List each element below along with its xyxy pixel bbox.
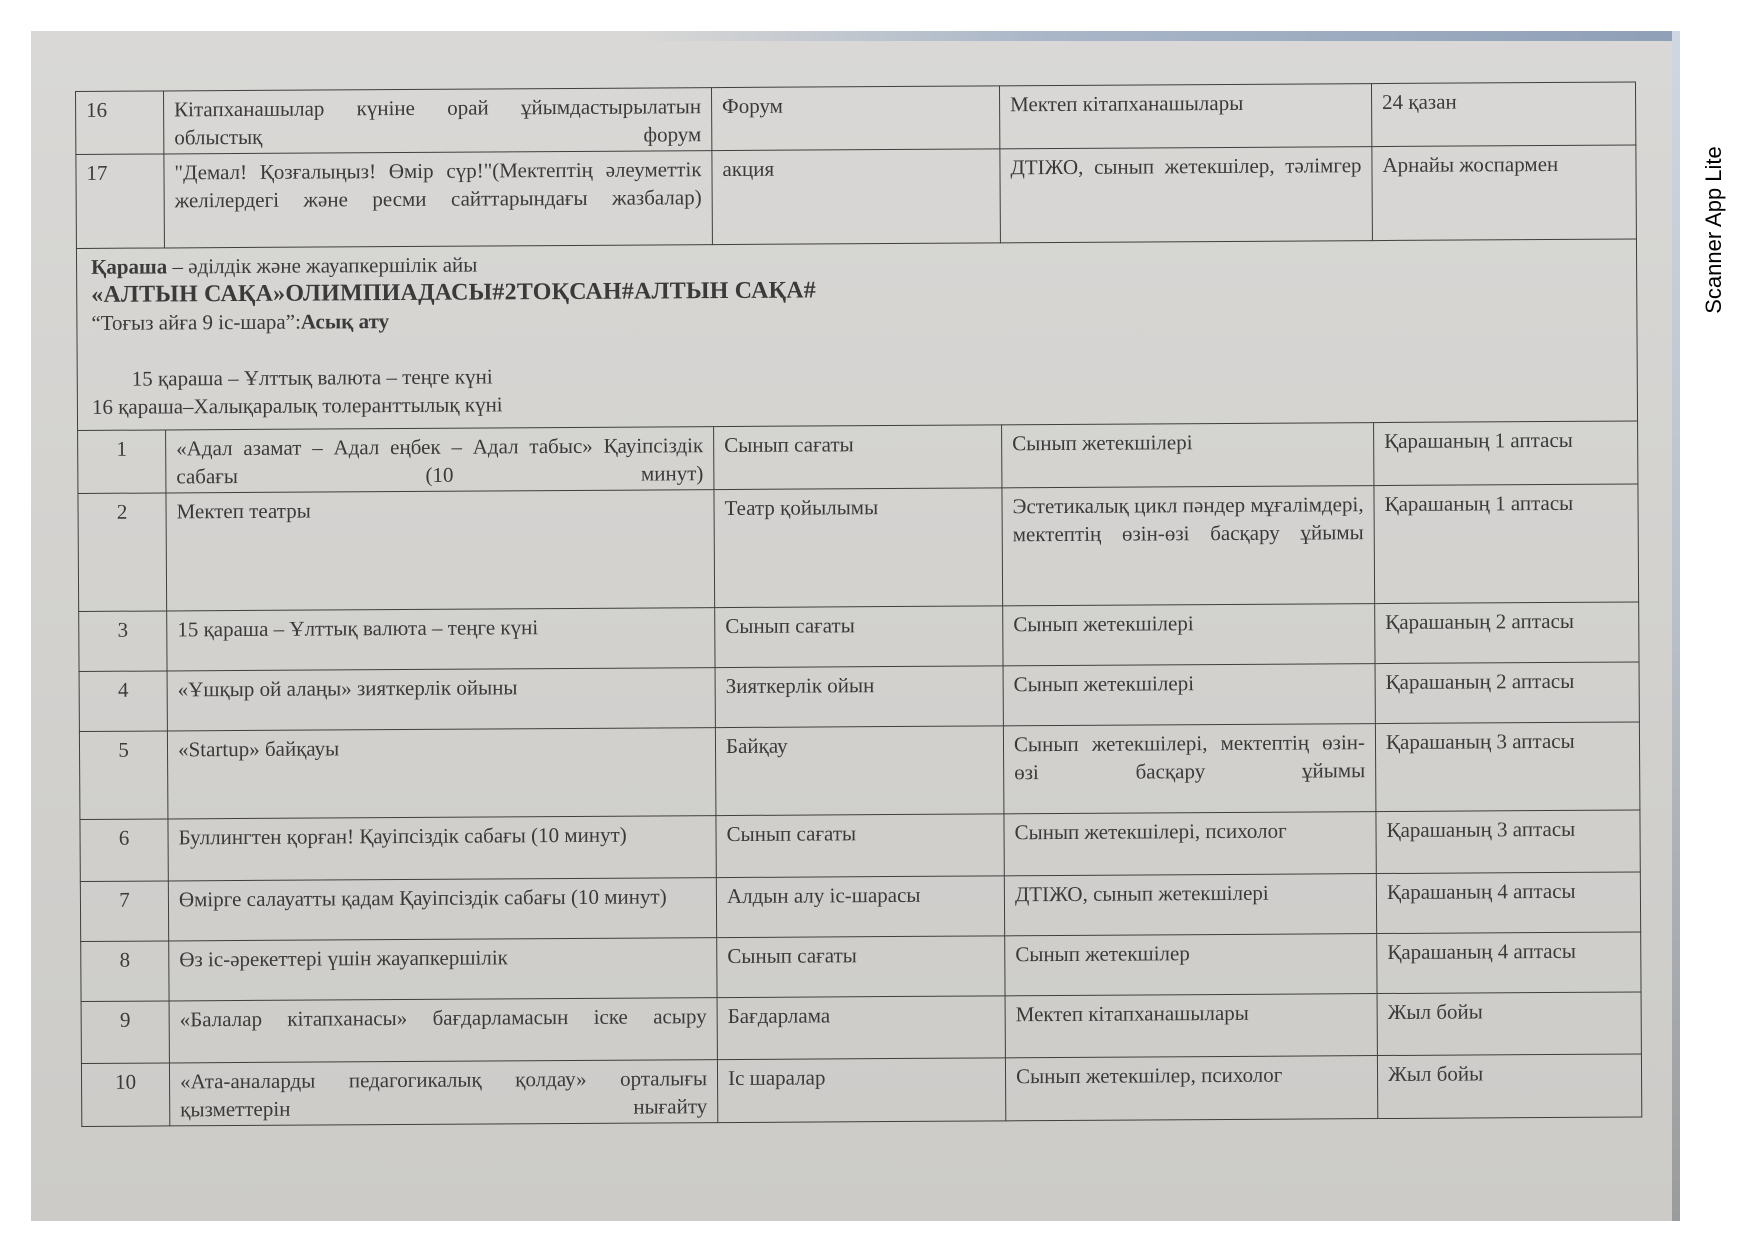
photo-edge-top (631, 31, 1680, 41)
section-cell (76, 239, 1637, 431)
form-cell: Сынып сағаты (716, 814, 1004, 878)
form-cell: Байқау (715, 726, 1004, 816)
holiday-line: 16 қараша–Халықаралық толеранттылық күні (91, 392, 503, 419)
row-number: 8 (81, 941, 169, 1002)
table-row (79, 722, 1640, 820)
plan-table (75, 81, 1642, 1127)
form-cell: Зияткерлік ойын (715, 666, 1003, 728)
form-cell: Іс шаралар (717, 1058, 1005, 1123)
date-cell: Жыл бойы (1377, 1054, 1641, 1119)
row-number: 3 (79, 611, 167, 672)
date-cell: 24 қазан (1371, 82, 1635, 147)
form-cell: Алдын алу іс-шарасы (716, 876, 1004, 938)
date-cell: Қарашаның 1 аптасы (1374, 484, 1639, 604)
date-cell: Қарашаның 4 аптасы (1377, 932, 1641, 994)
table-row (78, 484, 1639, 612)
event-cell: Мектеп театры (166, 490, 715, 611)
row-number: 1 (78, 430, 166, 494)
date-cell: Қарашаның 2 аптасы (1375, 602, 1639, 664)
table-row (80, 872, 1640, 942)
event-cell: Буллингтен қорған! Қауіпсіздік сабағы (10 минут) (168, 816, 716, 881)
row-number: 16 (76, 91, 164, 155)
responsible-cell: Мектеп кітапханашылары (999, 84, 1371, 149)
date-cell: Қарашаның 1 аптасы (1374, 421, 1638, 486)
table-row (78, 421, 1638, 494)
month-name: Қараша (91, 254, 168, 279)
row-number: 10 (81, 1063, 169, 1127)
responsible-cell: Эстетикалық цикл пәндер мұғалімдері, мектептің өзін-өзі басқару ұйымы (1002, 486, 1375, 606)
table-row (81, 992, 1641, 1064)
date-cell: Қарашаның 2 аптасы (1375, 662, 1639, 724)
nine-events-highlight: Асық ату (300, 309, 390, 334)
row-number: 7 (80, 881, 168, 942)
table-row (81, 1054, 1641, 1127)
table-row (76, 82, 1636, 155)
event-cell: Кітапханашылар күніне орай ұйымдастырылатын облыстық форум (164, 88, 712, 154)
event-cell: "Демал! Қозғалыңыз! Өмір сүр!"(Мектептің әлеуметтік желілердегі және ресми сайттарындағы жазбалар) (164, 151, 713, 248)
responsible-cell: Сынып жетекшілер, психолог (1005, 1056, 1377, 1121)
date-cell: Қарашаның 3 аптасы (1376, 810, 1640, 874)
table-row (80, 810, 1640, 882)
row-number: 17 (76, 154, 165, 249)
event-cell: 15 қараша – Ұлттық валюта – теңге күні (167, 608, 715, 671)
form-cell: Сынып сағаты (717, 936, 1005, 998)
responsible-cell: ДТІЖО, сынып жетекшілер, тәлімгер (1000, 147, 1373, 243)
form-cell: Бағдарлама (717, 996, 1005, 1060)
holiday-line: 15 қараша – Ұлттық валюта – теңге күні (131, 364, 493, 391)
table-row (81, 932, 1641, 1002)
month-theme: – әділдік және жауапкершілік айы (167, 252, 478, 279)
row-number: 9 (81, 1001, 169, 1064)
event-cell: «Ата-аналарды педагогикалық қолдау» орталығы қызметтерін нығайту (169, 1060, 717, 1126)
row-number: 6 (80, 819, 168, 882)
responsible-cell: Сынып жетекшілер (1005, 934, 1377, 996)
event-cell: Өз іс-әрекеттері үшін жауапкершілік (169, 938, 717, 1001)
responsible-cell: Сынып жетекшілері, мектептің өзін-өзі басқару ұйымы (1003, 724, 1376, 814)
responsible-cell: Мектеп кітапханашылары (1005, 994, 1377, 1058)
date-cell: Жыл бойы (1377, 992, 1641, 1056)
form-cell: Сынып сағаты (715, 606, 1003, 668)
event-cell: «Балалар кітапханасы» бағдарламасын іске асыру (169, 998, 717, 1063)
table-row (76, 145, 1637, 249)
responsible-cell: Сынып жетекшілері (1002, 423, 1374, 488)
event-cell: Өмірге салауатты қадам Қауіпсіздік сабағы (10 минут) (168, 878, 716, 941)
document-sheet (75, 81, 1641, 1127)
form-cell: Театр қойылымы (714, 488, 1003, 608)
form-cell: Сынып сағаты (714, 425, 1002, 490)
date-cell: Арнайы жоспармен (1372, 145, 1637, 241)
table-row (79, 602, 1639, 672)
row-number: 4 (79, 671, 167, 732)
form-cell: акция (712, 149, 1001, 245)
scanner-watermark: Scanner App Lite (1701, 146, 1726, 314)
scanned-photo (31, 31, 1680, 1221)
responsible-cell: Сынып жетекшілері (1003, 604, 1375, 666)
responsible-cell: ДТІЖО, сынып жетекшілері (1004, 874, 1376, 936)
date-cell: Қарашаның 3 аптасы (1375, 722, 1640, 812)
event-cell: «Ұшқыр ой алаңы» зияткерлік ойыны (167, 668, 715, 731)
table-row (79, 662, 1639, 732)
month-section-header (76, 239, 1637, 431)
event-cell: «Startup» байқауы (167, 728, 716, 819)
row-number: 2 (78, 493, 167, 612)
photo-edge-right (1672, 31, 1680, 1221)
responsible-cell: Сынып жетекшілері, психолог (1004, 812, 1376, 876)
row-number: 5 (79, 731, 168, 820)
nine-events-prefix: “Тоғыз айға 9 іс-шара”: (91, 309, 301, 335)
responsible-cell: Сынып жетекшілері (1003, 664, 1375, 726)
date-cell: Қарашаның 4 аптасы (1376, 872, 1640, 934)
form-cell: Форум (711, 86, 999, 151)
event-cell: «Адал азамат – Адал еңбек – Адал табыс» Қауіпсіздік сабағы (10 минут) (166, 427, 714, 493)
olympiad-title: «АЛТЫН САҚА»ОЛИМПИАДАСЫ#2ТОҚСАН#АЛТЫН САҚА# (91, 277, 817, 308)
